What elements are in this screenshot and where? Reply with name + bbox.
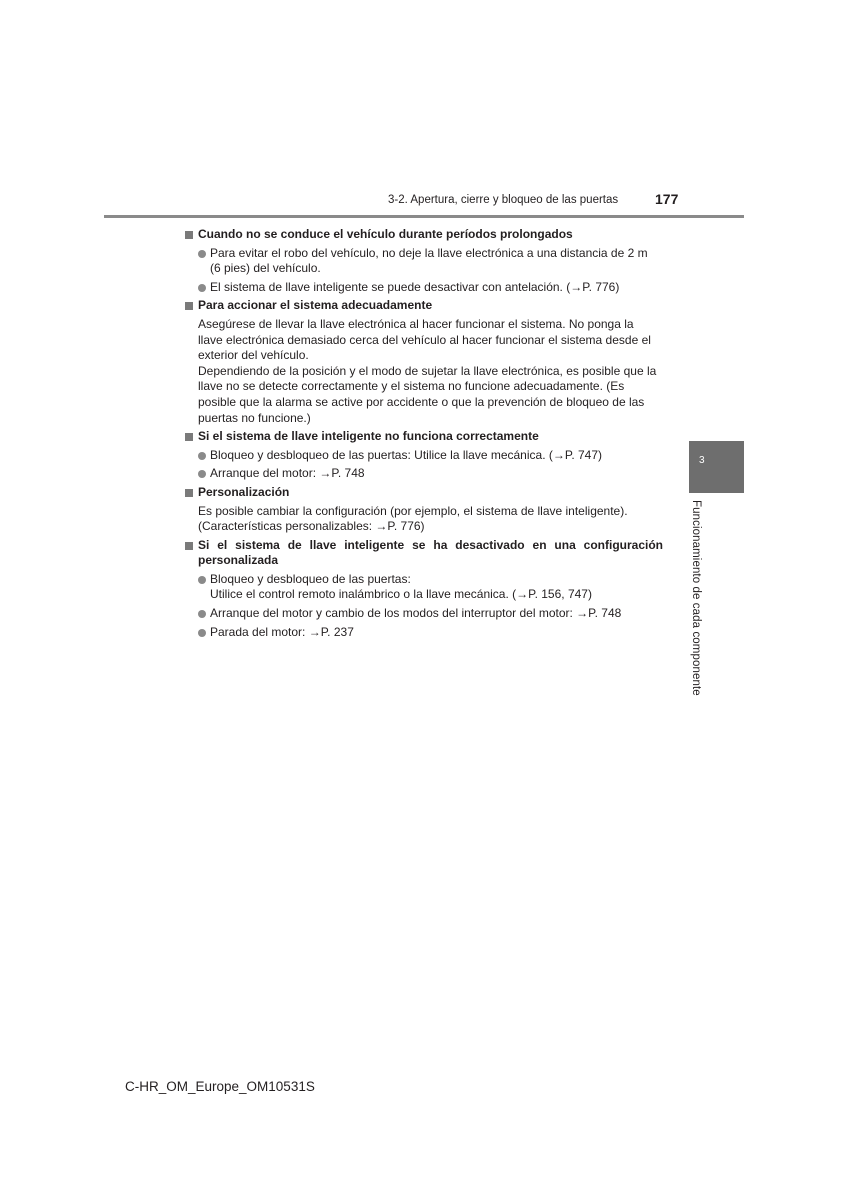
circle-bullet-icon: [198, 284, 206, 292]
square-bullet-icon: [185, 542, 193, 550]
chapter-tab: [689, 441, 744, 493]
circle-bullet-icon: [198, 250, 206, 258]
section-title: Si el sistema de llave inteligente se ha desactivado en una configuración personalizada: [185, 538, 663, 569]
chapter-number: 3: [699, 455, 705, 466]
chapter-title: Funcionamiento de cada componente: [690, 500, 702, 696]
running-header: 3-2. Apertura, cierre y bloqueo de las puertas: [388, 194, 619, 206]
page-body: [185, 224, 663, 640]
list-item: Arranque del motor y cambio de los modos del interruptor del motor: →P. 748: [185, 606, 663, 622]
list-item: Arranque del motor: →P. 748: [185, 466, 663, 482]
square-bullet-icon: [185, 433, 193, 441]
list-item: Parada del motor: →P. 237: [185, 625, 663, 641]
circle-bullet-icon: [198, 610, 206, 618]
circle-bullet-icon: [198, 576, 206, 584]
circle-bullet-icon: [198, 452, 206, 460]
square-bullet-icon: [185, 489, 193, 497]
circle-bullet-icon: [198, 470, 206, 478]
section-title: Para accionar el sistema adecuadamente: [185, 298, 663, 314]
square-bullet-icon: [185, 231, 193, 239]
section-paragraph: Es posible cambiar la configuración (por ejemplo, el sistema de llave inteligente). (Características personalizables: →P. 776): [198, 503, 628, 534]
square-bullet-icon: [185, 302, 193, 310]
document-code: C-HR_OM_Europe_OM10531S: [125, 1079, 315, 1094]
page-number: 177: [655, 191, 679, 207]
list-item: El sistema de llave inteligente se puede desactivar con antelación. (→P. 776): [185, 280, 663, 296]
section-title: Personalización: [185, 485, 663, 501]
list-item: Bloqueo y desbloqueo de las puertas: Utilice el control remoto inalámbrico o la llave mecánica. (→P. 156, 747): [185, 572, 663, 603]
header-rule: [104, 215, 744, 218]
list-item: Bloqueo y desbloqueo de las puertas: Utilice la llave mecánica. (→P. 747): [185, 448, 663, 464]
section-paragraph: Asegúrese de llevar la llave electrónica al hacer funcionar el sistema. No ponga la llave electrónica demasiado cerca del vehículo al hacer funcionar el sistema desde el exterior del vehículo. Dependiendo de la posición y el modo de sujetar la llave electrónica, es posible que la llave no se detecte correctamente y el sistema no funcione adecuadamente. (Es posible que la alarma se active por accidente o que la prevención de bloqueo de las puertas no funcione.): [198, 316, 657, 425]
list-item: Para evitar el robo del vehículo, no deje la llave electrónica a una distancia de 2 m (6 pies) del vehículo.: [185, 246, 663, 277]
circle-bullet-icon: [198, 629, 206, 637]
section-title: Si el sistema de llave inteligente no funciona correctamente: [185, 429, 663, 445]
section-title: Cuando no se conduce el vehículo durante períodos prolongados: [185, 227, 663, 243]
